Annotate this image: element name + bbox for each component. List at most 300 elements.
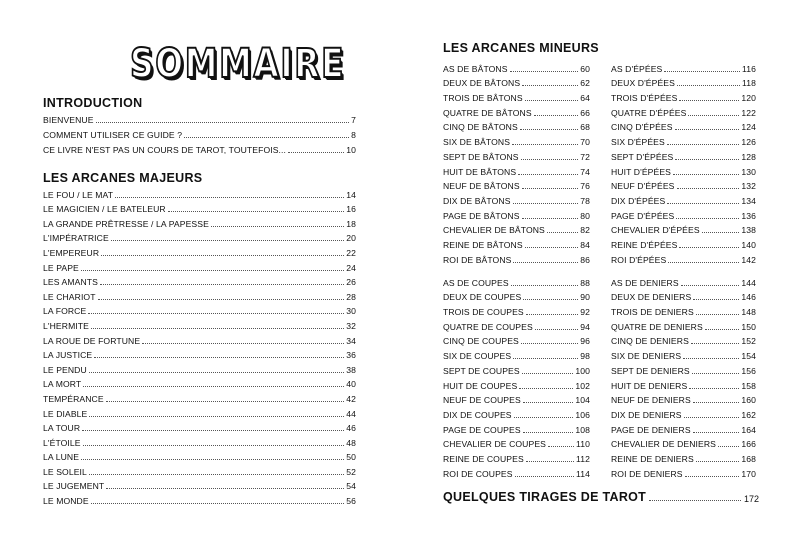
toc-item-label: CINQ DE BÂTONS [443, 122, 518, 133]
toc-item[interactable] [611, 288, 756, 303]
toc-item-page: 138 [741, 225, 756, 236]
toc-item[interactable] [43, 360, 356, 375]
dot-leader [512, 144, 578, 145]
toc-item-label: LA JUSTICE [43, 350, 93, 361]
toc-item-page: 88 [580, 277, 590, 288]
toc-item[interactable] [43, 125, 356, 140]
toc-introduction [43, 110, 356, 155]
toc-item-page: 104 [575, 395, 590, 406]
toc-item[interactable] [443, 391, 590, 406]
toc-item-label: LA ROUE DE FORTUNE [43, 335, 141, 346]
toc-item-page: 24 [346, 262, 356, 273]
toc-item-label: REINE DE DENIERS [611, 453, 694, 464]
toc-item[interactable] [443, 435, 590, 450]
dot-leader [513, 262, 578, 263]
toc-item-page: 30 [346, 306, 356, 317]
dot-leader [534, 115, 579, 116]
dot-leader [702, 232, 740, 233]
toc-item[interactable] [611, 376, 756, 391]
toc-item-page: 142 [741, 254, 756, 265]
dot-leader [667, 203, 739, 204]
dot-leader [510, 71, 579, 72]
toc-item-page: 38 [346, 364, 356, 375]
toc-batons [443, 59, 590, 265]
toc-item-label: ROI DE COUPES [443, 468, 513, 479]
toc-item-page: 16 [346, 204, 356, 215]
toc-item-page: 90 [580, 292, 590, 303]
toc-item-label: PAGE DE DENIERS [611, 424, 691, 435]
toc-item[interactable] [443, 405, 590, 420]
toc-epees [611, 59, 756, 265]
toc-item-page: 18 [346, 218, 356, 229]
toc-item-page: 164 [741, 424, 756, 435]
toc-item[interactable] [43, 448, 356, 463]
toc-item[interactable] [443, 132, 590, 147]
toc-item-page: 118 [742, 78, 756, 89]
toc-item-label: QUATRE DE BÂTONS [443, 107, 532, 118]
toc-item-label: REINE D'ÉPÉES [611, 239, 678, 250]
toc-item-page: 92 [580, 307, 590, 318]
toc-item-label: DIX DE DENIERS [611, 409, 682, 420]
toc-item[interactable] [443, 88, 590, 103]
toc-deniers [611, 273, 756, 479]
toc-item-label: REINE DE BÂTONS [443, 239, 523, 250]
toc-item-label: HUIT DE BÂTONS [443, 166, 517, 177]
toc-item-page: 36 [346, 350, 356, 361]
toc-item-label: CINQ DE DENIERS [611, 336, 689, 347]
toc-item[interactable] [611, 420, 756, 435]
toc-item-page: 154 [741, 351, 756, 362]
toc-item-page: 158 [741, 380, 756, 391]
toc-item-page: 52 [346, 466, 356, 477]
toc-item[interactable] [443, 449, 590, 464]
toc-item-page: 136 [741, 210, 756, 221]
toc-item-label: HUIT D'ÉPÉES [611, 166, 671, 177]
toc-item-label: LE CHARIOT [43, 291, 96, 302]
toc-item[interactable] [611, 361, 756, 376]
toc-item-label: SEPT D'ÉPÉES [611, 151, 674, 162]
toc-item[interactable] [611, 449, 756, 464]
toc-item[interactable] [443, 288, 590, 303]
toc-item-page: 152 [741, 336, 756, 347]
toc-item-label: PAGE DE BÂTONS [443, 210, 520, 221]
dot-leader [88, 313, 344, 314]
dot-leader [515, 476, 574, 477]
toc-item[interactable] [43, 200, 356, 215]
dot-leader [718, 446, 739, 447]
toc-item-tirages[interactable] [443, 490, 759, 504]
toc-item[interactable] [43, 185, 356, 200]
toc-item-label: L'ÉTOILE [43, 437, 81, 448]
toc-item[interactable] [611, 302, 756, 317]
toc-item[interactable] [611, 59, 756, 74]
toc-item-page: 42 [346, 393, 356, 404]
toc-item-label: LA TOUR [43, 423, 81, 434]
toc-item[interactable] [43, 389, 356, 404]
dot-leader [692, 373, 740, 374]
toc-item[interactable] [611, 235, 756, 250]
toc-item[interactable] [611, 103, 756, 118]
toc-item[interactable] [443, 191, 590, 206]
toc-item[interactable] [443, 147, 590, 162]
toc-item[interactable] [43, 331, 356, 346]
toc-item-page: 146 [741, 292, 756, 303]
dot-leader [518, 174, 578, 175]
toc-item[interactable] [443, 206, 590, 221]
toc-item[interactable] [43, 273, 356, 288]
toc-item-page: 94 [580, 321, 590, 332]
toc-item-page: 124 [741, 122, 756, 133]
toc-item-label: AS DE BÂTONS [443, 63, 508, 74]
toc-item-label: LE PAPE [43, 262, 79, 273]
toc-item[interactable] [443, 332, 590, 347]
dot-leader [83, 386, 344, 387]
dot-leader [91, 503, 345, 504]
toc-item-label: CINQ DE COUPES [443, 336, 519, 347]
toc-item-label: LE JUGEMENT [43, 481, 105, 492]
toc-item-label: L'EMPEREUR [43, 247, 100, 258]
toc-item-label: HUIT DE COUPES [443, 380, 518, 391]
toc-item[interactable] [611, 118, 756, 133]
toc-item-page: 114 [576, 468, 590, 479]
toc-item-page: 98 [580, 351, 590, 362]
dot-leader [667, 144, 740, 145]
toc-item[interactable] [611, 346, 756, 361]
dot-leader [522, 218, 579, 219]
dot-leader [668, 262, 739, 263]
dot-leader [675, 129, 740, 130]
toc-item-label: AS DE COUPES [443, 277, 509, 288]
toc-item[interactable] [43, 477, 356, 492]
toc-item-page: 40 [346, 379, 356, 390]
toc-item-page: 8 [351, 130, 356, 140]
toc-item-page: 54 [346, 481, 356, 492]
dot-leader [679, 100, 739, 101]
toc-item-page: 170 [741, 468, 756, 479]
toc-item-label: QUATRE D'ÉPÉES [611, 107, 687, 118]
toc-item-label: DEUX DE BÂTONS [443, 78, 521, 89]
toc-item-page: 80 [580, 210, 590, 221]
dot-leader [513, 358, 578, 359]
toc-item-label: SEPT DE DENIERS [611, 365, 690, 376]
toc-item[interactable] [443, 464, 590, 479]
toc-item-label: NEUF DE COUPES [443, 395, 521, 406]
toc-item-label: TROIS DE COUPES [443, 307, 524, 318]
toc-item[interactable] [443, 235, 590, 250]
toc-item-page: 70 [580, 137, 590, 148]
toc-item[interactable] [443, 273, 590, 288]
section-heading-arcanes-majeurs: LES ARCANES MAJEURS [43, 171, 203, 185]
toc-item-page: 56 [346, 496, 356, 507]
toc-item[interactable] [443, 317, 590, 332]
toc-item-page: 64 [580, 93, 590, 104]
toc-item[interactable] [43, 258, 356, 273]
toc-item[interactable] [443, 74, 590, 89]
toc-item[interactable] [611, 206, 756, 221]
toc-item[interactable] [43, 433, 356, 448]
dot-leader [82, 430, 344, 431]
toc-item[interactable] [443, 250, 590, 265]
dot-leader [89, 474, 344, 475]
toc-item-label: LA MORT [43, 379, 82, 390]
toc-item-label: LE FOU / LE MAT [43, 189, 114, 200]
toc-item-page: 116 [742, 63, 756, 74]
toc-item-label: LE SOLEIL [43, 466, 87, 477]
toc-item[interactable] [43, 346, 356, 361]
toc-item[interactable] [43, 419, 356, 434]
toc-item-label: NEUF DE BÂTONS [443, 181, 520, 192]
dot-leader [523, 299, 578, 300]
toc-item[interactable] [443, 420, 590, 435]
toc-item-label: LA LUNE [43, 452, 80, 463]
toc-item-label: BIENVENUE [43, 115, 94, 125]
toc-item-page: 106 [575, 409, 590, 420]
dot-leader [688, 115, 739, 116]
toc-item-label: ROI DE BÂTONS [443, 254, 512, 265]
dot-leader [525, 100, 579, 101]
dot-leader [679, 247, 739, 248]
toc-item-label: PAGE DE COUPES [443, 424, 521, 435]
toc-item[interactable] [43, 243, 356, 258]
toc-item[interactable] [611, 74, 756, 89]
toc-item[interactable] [611, 191, 756, 206]
dot-leader [522, 85, 578, 86]
toc-item[interactable] [43, 229, 356, 244]
toc-item-page: 78 [580, 195, 590, 206]
dot-leader [115, 197, 344, 198]
dot-leader [288, 152, 344, 153]
toc-item-label: L'IMPÉRATRICE [43, 233, 109, 244]
toc-item-label: ROI DE DENIERS [611, 468, 683, 479]
toc-item[interactable] [43, 110, 356, 125]
toc-item[interactable] [443, 59, 590, 74]
toc-item[interactable] [43, 316, 356, 331]
dot-leader [693, 432, 740, 433]
dot-leader [649, 500, 741, 501]
toc-item-label: SEPT DE COUPES [443, 365, 520, 376]
dot-leader [83, 445, 345, 446]
dot-leader [675, 159, 739, 160]
toc-item-label: TROIS DE BÂTONS [443, 93, 523, 104]
toc-item-label: CHEVALIER DE BÂTONS [443, 225, 545, 236]
toc-coupes [443, 273, 590, 479]
toc-item-label: PAGE D'ÉPÉES [611, 210, 675, 221]
toc-item[interactable] [611, 391, 756, 406]
toc-item-label: CHEVALIER D'ÉPÉES [611, 225, 700, 236]
toc-item[interactable] [611, 464, 756, 479]
toc-item-page: 148 [741, 307, 756, 318]
dot-leader [684, 417, 740, 418]
toc-item-label: SIX D'ÉPÉES [611, 137, 665, 148]
toc-item-label: COMMENT UTILISER CE GUIDE ? [43, 130, 183, 140]
toc-item-page: 7 [351, 115, 356, 125]
dot-leader [94, 357, 344, 358]
toc-item-label: CE LIVRE N'EST PAS UN COURS DE TAROT, TOUTEFOIS... [43, 145, 287, 155]
toc-item[interactable] [43, 404, 356, 419]
toc-item-page: 72 [580, 151, 590, 162]
toc-item-page: 126 [741, 137, 756, 148]
toc-arcanes-majeurs [43, 185, 356, 506]
toc-item-label: LE PENDU [43, 364, 87, 375]
toc-item[interactable] [43, 491, 356, 506]
dot-leader [664, 71, 740, 72]
toc-item-label: TROIS DE DENIERS [611, 307, 694, 318]
dot-leader [677, 188, 740, 189]
dot-leader [111, 240, 344, 241]
toc-item-label: LE DIABLE [43, 408, 88, 419]
toc-item[interactable] [443, 221, 590, 236]
dot-leader [521, 343, 578, 344]
toc-item-page: 62 [580, 78, 590, 89]
toc-item[interactable] [443, 346, 590, 361]
dot-leader [81, 459, 344, 460]
toc-item-page: 160 [741, 395, 756, 406]
dot-leader [519, 388, 573, 389]
dot-leader [101, 255, 344, 256]
dot-leader [693, 402, 740, 403]
toc-item[interactable] [43, 214, 356, 229]
toc-item-label: REINE DE COUPES [443, 453, 524, 464]
toc-item-page: 68 [580, 122, 590, 133]
toc-item-label: LE MONDE [43, 496, 89, 507]
dot-leader [98, 299, 345, 300]
toc-item[interactable] [611, 317, 756, 332]
dot-leader [168, 211, 345, 212]
dot-leader [184, 137, 349, 138]
dot-leader [693, 299, 739, 300]
dot-leader [696, 461, 740, 462]
toc-item-page: 44 [346, 408, 356, 419]
toc-item[interactable] [611, 132, 756, 147]
dot-leader [683, 358, 739, 359]
dot-leader [681, 285, 740, 286]
toc-item-label: L'HERMITE [43, 320, 89, 331]
dot-leader [525, 247, 579, 248]
toc-item[interactable] [611, 332, 756, 347]
toc-item[interactable] [611, 435, 756, 450]
toc-item-label: DIX DE COUPES [443, 409, 512, 420]
toc-item[interactable] [43, 462, 356, 477]
toc-item-page: 110 [576, 439, 590, 450]
dot-leader [523, 402, 574, 403]
toc-item-label: CHEVALIER DE COUPES [443, 439, 546, 450]
dot-leader [526, 461, 574, 462]
toc-item-page: 122 [741, 107, 756, 118]
dot-leader [691, 343, 739, 344]
toc-item-page: 134 [741, 195, 756, 206]
toc-item-page: 144 [741, 277, 756, 288]
dot-leader [100, 284, 344, 285]
dot-leader [535, 329, 578, 330]
toc-item-page: 84 [580, 239, 590, 250]
toc-item-label: LES AMANTS [43, 277, 98, 288]
dot-leader [523, 432, 574, 433]
toc-item[interactable] [611, 250, 756, 265]
toc-item-page: 132 [741, 181, 756, 192]
toc-item[interactable] [43, 375, 356, 390]
dot-leader [521, 159, 579, 160]
toc-item-label: HUIT DE DENIERS [611, 380, 688, 391]
toc-item-page: 166 [741, 439, 756, 450]
toc-item-label: DEUX DE DENIERS [611, 292, 692, 303]
toc-item[interactable] [611, 273, 756, 288]
toc-item-page: 100 [575, 365, 590, 376]
toc-item[interactable] [611, 405, 756, 420]
toc-item-page: 66 [580, 107, 590, 118]
toc-item-label: LA FORCE [43, 306, 87, 317]
toc-item-page: 46 [346, 423, 356, 434]
dot-leader [696, 314, 740, 315]
toc-item[interactable] [443, 162, 590, 177]
toc-item[interactable] [43, 140, 356, 155]
toc-item[interactable] [611, 147, 756, 162]
toc-item-page: 26 [346, 277, 356, 288]
toc-item-page: 102 [575, 380, 590, 391]
dot-leader [511, 285, 579, 286]
toc-item-page: 32 [346, 320, 356, 331]
dot-leader [142, 343, 344, 344]
toc-item-label: QUATRE DE DENIERS [611, 321, 703, 332]
toc-item-label: DEUX DE COUPES [443, 292, 522, 303]
toc-item-label: LA GRANDE PRÊTRESSE / LA PAPESSE [43, 218, 209, 229]
toc-item-page: 156 [741, 365, 756, 376]
toc-item[interactable] [43, 287, 356, 302]
dot-leader [677, 85, 740, 86]
dot-leader [685, 476, 740, 477]
toc-item-label: DIX DE BÂTONS [443, 195, 511, 206]
dot-leader [705, 329, 740, 330]
toc-item[interactable] [611, 221, 756, 236]
toc-item-page: 168 [741, 453, 756, 464]
toc-item-label: SEPT DE BÂTONS [443, 151, 519, 162]
toc-item-label: CINQ D'ÉPÉES [611, 122, 673, 133]
toc-item[interactable] [443, 302, 590, 317]
toc-item-page: 130 [741, 166, 756, 177]
dot-leader [548, 446, 574, 447]
toc-item[interactable] [611, 88, 756, 103]
toc-item-page: 120 [741, 93, 756, 104]
toc-item-page: 108 [575, 424, 590, 435]
toc-item[interactable] [43, 302, 356, 317]
toc-item-label: SIX DE BÂTONS [443, 137, 511, 148]
dot-leader [81, 270, 344, 271]
toc-item[interactable] [611, 162, 756, 177]
toc-item-page: 76 [580, 181, 590, 192]
toc-item[interactable] [443, 177, 590, 192]
toc-item-page: 150 [741, 321, 756, 332]
dot-leader [676, 218, 739, 219]
toc-item-page: 82 [580, 225, 590, 236]
dot-leader [106, 488, 344, 489]
toc-item[interactable] [443, 103, 590, 118]
toc-item[interactable] [443, 118, 590, 133]
dot-leader [547, 232, 578, 233]
toc-item-label: NEUF D'ÉPÉES [611, 181, 675, 192]
toc-item-page: 86 [580, 254, 590, 265]
toc-item[interactable] [443, 361, 590, 376]
toc-item[interactable] [443, 376, 590, 391]
dot-leader [520, 129, 578, 130]
dot-leader [522, 373, 574, 374]
dot-leader [673, 174, 739, 175]
dot-leader [89, 416, 344, 417]
toc-item-label: AS D'ÉPÉES [611, 63, 663, 74]
toc-item-page: 50 [346, 452, 356, 463]
dot-leader [211, 226, 344, 227]
toc-item-page: 22 [346, 247, 356, 258]
toc-item-label: TROIS D'ÉPÉES [611, 93, 678, 104]
toc-item[interactable] [611, 177, 756, 192]
